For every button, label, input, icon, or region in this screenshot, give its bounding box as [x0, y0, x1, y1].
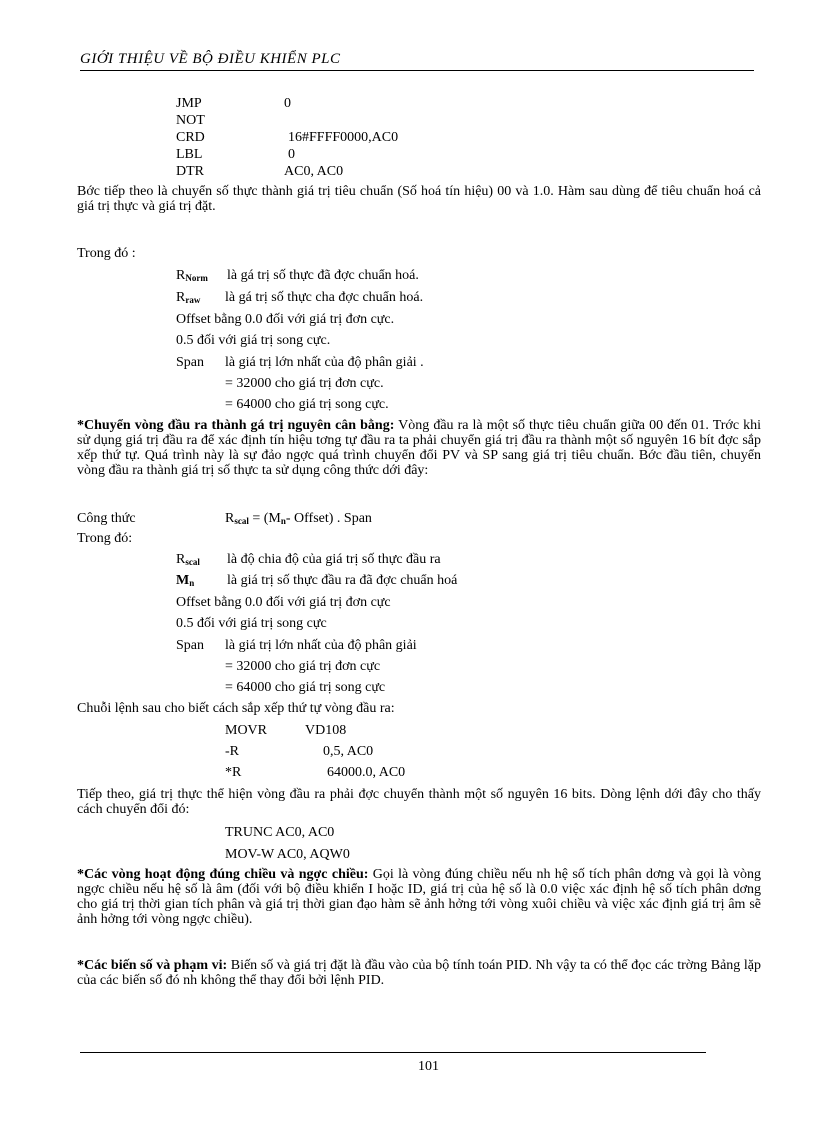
code-arg: AC0, AC0: [284, 164, 344, 179]
span-label: Span: [176, 355, 204, 370]
paragraph-normalization: Bớc tiếp theo là chuyển số thực thành giá trị tiêu chuẩn (Số hoá tín hiệu) 00 và 1.0. Hàm sau dùng để tiêu chuẩn hoá cả giá trị thực và giá trị đặt.: [77, 184, 761, 214]
span-definition: là giá trị lớn nhất của độ phân giải: [225, 638, 417, 653]
span-bipolar: = 64000 cho giá trị song cực.: [225, 397, 389, 412]
code-op: DTR: [176, 164, 204, 179]
rraw-symbol: $R_{raw}$: [176, 290, 201, 305]
code-op: NOT: [176, 113, 205, 128]
code-op: JMP: [176, 96, 202, 111]
paragraph-sequence-intro: Chuỗi lệnh sau cho biết cách sắp xếp thứ tự vòng đầu ra:: [77, 701, 395, 716]
trong-do-label: Trong đó:: [77, 531, 133, 546]
rnorm-definition: là gá trị số thực đã đợc chuẩn hoá.: [227, 268, 419, 283]
span-label: Span: [176, 638, 204, 653]
rscal-definition: là độ chia độ của giá trị số thực đầu ra: [227, 552, 441, 567]
paragraph-direct-reverse: *Các vòng hoạt động đúng chiều và ngợc chiều: Gọi là vòng đúng chiều nếu nh hệ số tích phân dơng và gọi là vòng ngợc chiều nếu hệ số là âm (đối với bộ điều khiển I hoặc ID, giá trị của hệ số là 0.0 việc xác định hệ số tích phân dơng cho giá trị thời gian tích phân và giá trị thời gian đạo hàm sẽ ảnh hởng tới vòng xuôi chiều và việc xác định giá trị âm sẽ ảnh hởng tới vòng ngợc chiều).: [77, 867, 761, 927]
code-line: TRUNC AC0, AC0: [225, 825, 335, 840]
section-heading: *Các biến số và phạm vi:: [77, 958, 228, 973]
paragraph-truncation: Tiếp theo, giá trị thực thể hiện vòng đầu ra phải đợc chuyển thành một số nguyên 16 bits. Dòng lệnh dới đây cho thấy cách chuyển đổi đó:: [77, 787, 761, 817]
rnorm-symbol: $R_{Norm}$: [176, 268, 208, 283]
code-arg: 16#FFFF0000,AC0: [288, 130, 399, 145]
bipolar-offset: 0.5 đối với giá trị song cực.: [176, 333, 331, 348]
rscal-symbol: $R_{scal}$: [176, 552, 200, 567]
footer-divider: [80, 1052, 706, 1053]
code-arg: 0: [284, 96, 291, 111]
span-definition: là giá trị lớn nhất của độ phân giải .: [225, 355, 424, 370]
span-unipolar: = 32000 cho giá trị đơn cực: [225, 659, 381, 674]
paragraph-output-conversion: *Chuyển vòng đầu ra thành gá trị nguyên cân bằng: Vòng đầu ra là một số thực tiêu chuẩn giữa 00 đến 01. Trớc khi sử dụng giá trị đầu ra để xác định tín hiệu tơng tự đầu ra ta phải chuyển giá trị đầu ra thành một số nguyên 16 bít đợc sắp xếp thứ tự. Quá trình này là sự đảo ngợc quá trình chuyển đổi PV và SP sang giá trị tiêu chuẩn. Bớc đầu tiên, chuyển vòng đầu ra thành giá trị số thực ta sử dụng công thức dới đây:: [77, 418, 761, 478]
code-arg: 0: [288, 147, 295, 162]
header-divider: [80, 70, 754, 71]
span-bipolar: = 64000 cho giá trị song cực: [225, 680, 386, 695]
formula-label: Công thức: [77, 511, 136, 526]
offset-definition: Offset bằng 0.0 đối với giá trị đơn cực.: [176, 312, 395, 327]
section-heading: *Các vòng hoạt động đúng chiều và ngợc chiều:: [77, 867, 369, 882]
offset-definition: Offset bằng 0.0 đối với giá trị đơn cực: [176, 595, 391, 610]
trong-do-label: Trong đó :: [77, 246, 136, 261]
span-unipolar: = 32000 cho giá trị đơn cực.: [225, 376, 384, 391]
code-line: MOV-W AC0, AQW0: [225, 847, 350, 862]
page-number: 101: [418, 1059, 439, 1074]
section-heading: *Chuyển vòng đầu ra thành gá trị nguyên cân bằng:: [77, 418, 395, 433]
code-op: -R: [225, 744, 239, 759]
code-op: MOVR: [225, 723, 268, 738]
bipolar-offset: 0.5 đối với giá trị song cực: [176, 616, 327, 631]
formula: $R_{scal} = (M_n-$ Offset) . Span: [225, 511, 372, 526]
code-op: CRD: [176, 130, 205, 145]
mn-symbol: $M_n$: [176, 573, 195, 588]
code-op: *R: [225, 765, 242, 780]
code-arg: 64000.0, AC0: [327, 765, 406, 780]
page-header-title: GIỚI THIỆU VỀ BỘ ĐIỀU KHIỂN PLC: [80, 51, 341, 67]
code-op: LBL: [176, 147, 203, 162]
mn-definition: là giá trị số thực đầu ra đã đợc chuẩn hoá: [227, 573, 458, 588]
paragraph-variables: *Các biến số và phạm vi: Biến số và giá trị đặt là đầu vào của bộ tính toán PID. Nh vậy ta có thể đọc các trờng Bảng lặp của các biến số đó nh không thể thay đổi bởi lệnh PID.: [77, 958, 761, 988]
code-arg: 0,5, AC0: [323, 744, 374, 759]
code-arg: VD108: [305, 723, 347, 738]
rraw-definition: là gá trị số thực cha đợc chuẩn hoá.: [225, 290, 424, 305]
